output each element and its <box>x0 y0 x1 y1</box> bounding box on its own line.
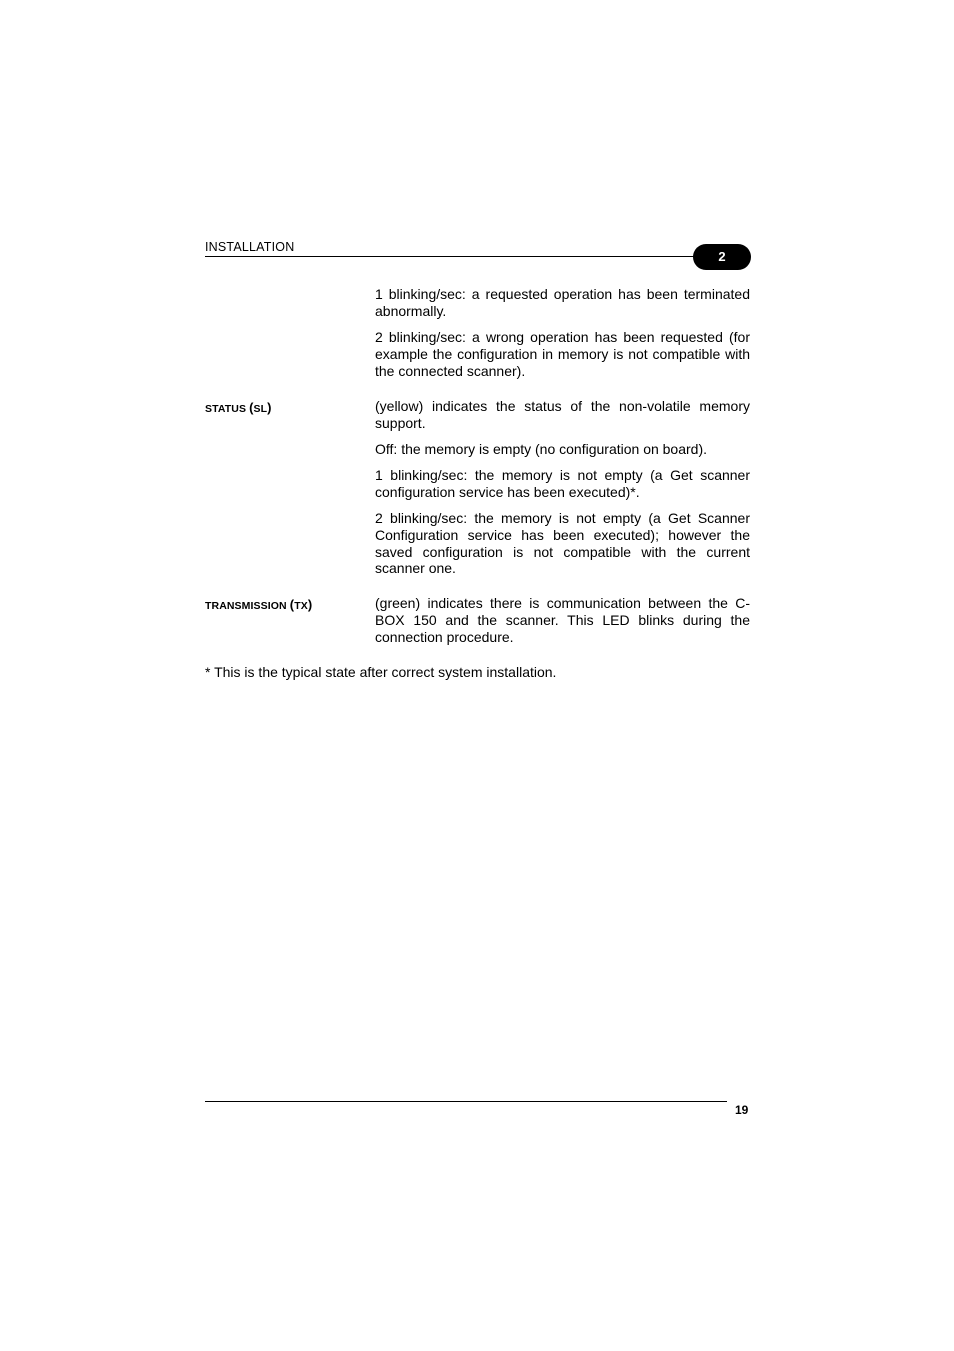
section-title: INSTALLATION <box>205 240 295 254</box>
paragraph-transmission-1: (green) indicates there is communication between the C-BOX 150 and the scanner. This LED blinks during the connection procedure. <box>375 595 750 645</box>
footnote: * This is the typical state after correct system installation. <box>205 664 557 680</box>
paragraph-intro-1: 1 blinking/sec: a requested operation has been terminated abnormally. <box>375 286 750 319</box>
paragraph-status-3: 1 blinking/sec: the memory is not empty (a Get scanner configuration service has been executed)*. <box>375 467 750 500</box>
paragraph-intro-2: 2 blinking/sec: a wrong operation has been requested (for example the configuration in memory is not compatible with the connected scanner). <box>375 329 750 379</box>
page-number: 19 <box>735 1103 749 1117</box>
term-transmission: TRANSMISSION (TX) <box>205 597 313 612</box>
term-status-name: STATUS <box>205 403 247 415</box>
term-transmission-name: TRANSMISSION <box>205 600 287 612</box>
chapter-badge: 2 <box>693 244 751 270</box>
term-transmission-abbr: TX <box>294 600 308 612</box>
footer-divider <box>205 1101 727 1102</box>
term-status-abbr: SL <box>253 403 268 415</box>
term-status: STATUS (SL) <box>205 400 272 415</box>
paragraph-status-2: Off: the memory is empty (no configuration on board). <box>375 441 708 457</box>
header-divider <box>205 256 727 257</box>
paragraph-status-4: 2 blinking/sec: the memory is not empty (a Get Scanner Configuration service has been executed); however the saved configuration is not compatible with the current scanner one. <box>375 510 750 577</box>
paragraph-status-1: (yellow) indicates the status of the non-volatile memory support. <box>375 398 750 431</box>
